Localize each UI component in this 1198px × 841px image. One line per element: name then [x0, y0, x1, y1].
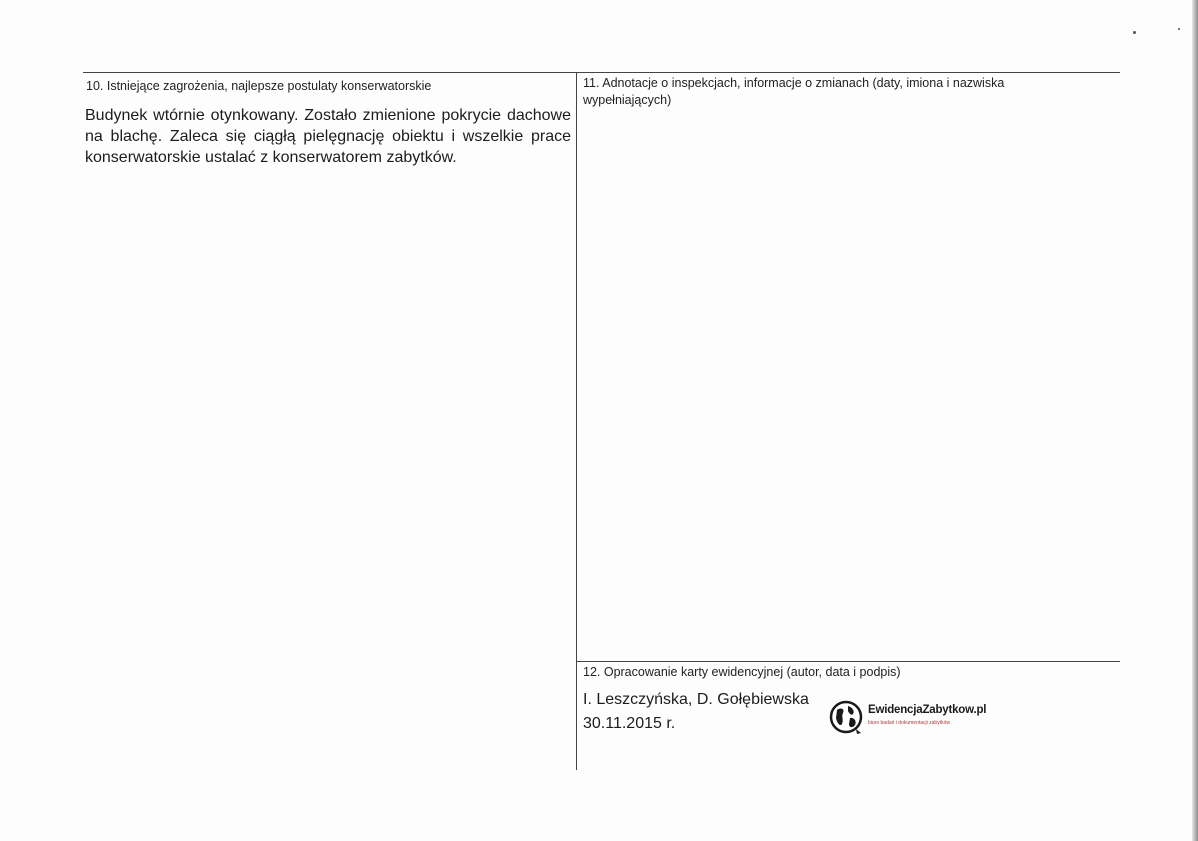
company-stamp — [828, 699, 1018, 739]
stamp-name: EwidencjaZabytkow.pl — [868, 704, 987, 716]
section-10-label: 10. Istniejące zagrożenia, najlepsze postulaty konserwatorskie — [86, 79, 432, 93]
scan-speck — [1178, 28, 1180, 30]
section-10-body: Budynek wtórnie otynkowany. Zostało zmienione pokrycie dachowe na blachę. Zaleca się ciągłą pielęgnację obiektu i wszelkie prace konserwatorskie ustalać z konserwatorem zabytków. — [85, 107, 571, 166]
section-12-label: 12. Opracowanie karty ewidencyjnej (autor, data i podpis) — [583, 665, 901, 679]
scan-edge — [1192, 0, 1198, 841]
scan-speck — [1133, 31, 1136, 34]
author-names: I. Leszczyńska, D. Gołębiewska — [583, 691, 809, 708]
stamp-tagline: biuro badań i dokumentacji zabytków — [868, 720, 950, 726]
section-12-top-border — [577, 661, 1120, 662]
section-11-label-line-1: 11. Adnotacje o inspekcjach, informacje o zmianach (daty, imiona i nazwiska — [583, 76, 1005, 90]
globe-logo-icon — [828, 699, 864, 735]
column-divider — [576, 72, 577, 770]
table-top-border — [83, 72, 1120, 73]
section-11-label-line-2: wypełniających) — [583, 93, 672, 107]
preparation-date: 30.11.2015 r. — [583, 715, 676, 732]
